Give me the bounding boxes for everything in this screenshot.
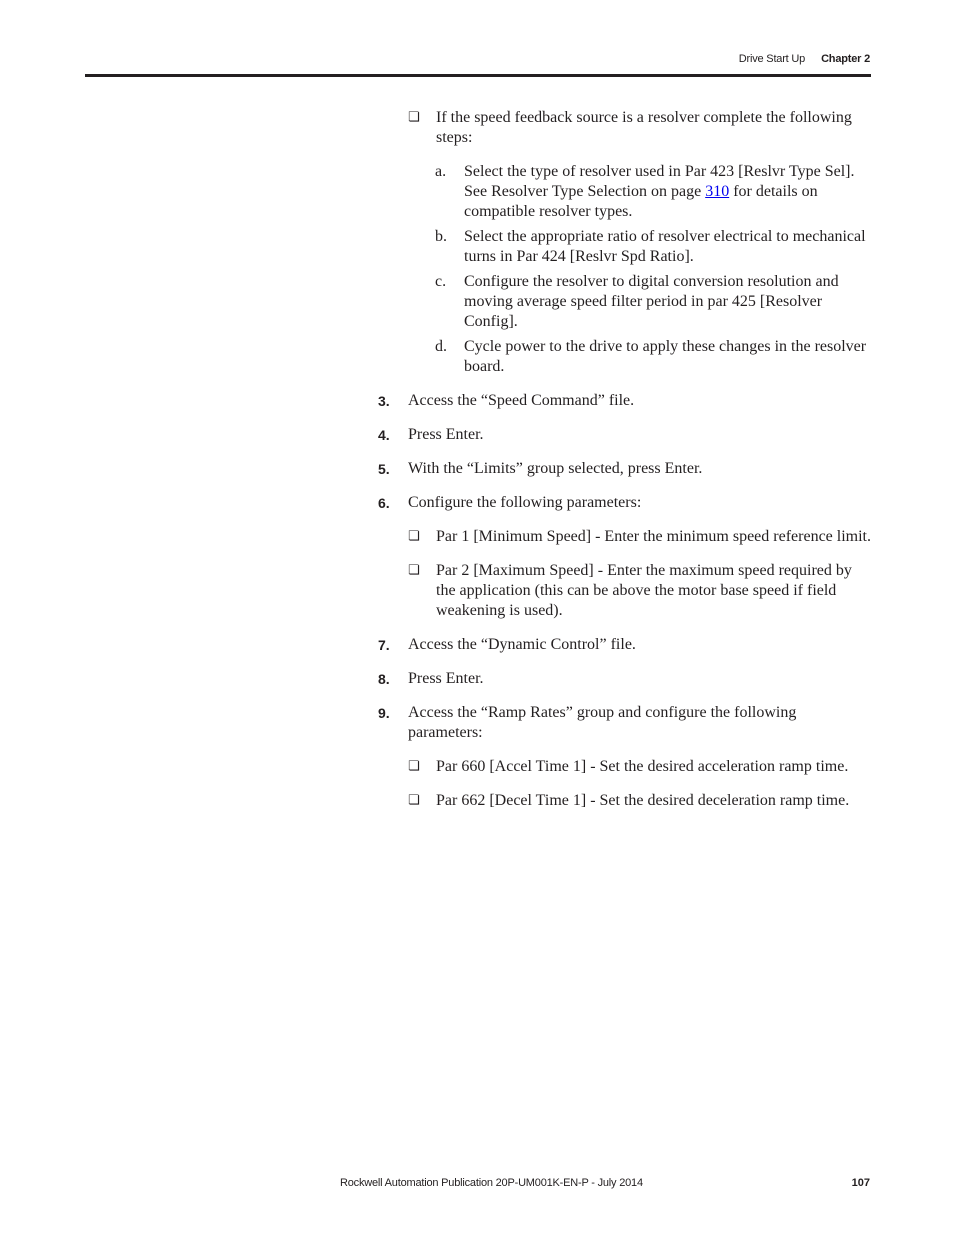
body-content: [378, 108, 874, 811]
step-9-block: [378, 703, 874, 811]
step-number: 6.: [378, 495, 390, 511]
step-text: Access the “Ramp Rates” group and configure the following parameters:: [408, 704, 797, 741]
step-number: 4.: [378, 427, 390, 443]
running-header: [739, 53, 870, 65]
step-text: Configure the following parameters:: [408, 494, 642, 511]
footer-page-number: 107: [851, 1177, 870, 1189]
checklist-text: If the speed feedback source is a resolver complete the following steps:: [436, 109, 852, 146]
checklist-text: Par 660 [Accel Time 1] - Set the desired acceleration ramp time.: [436, 758, 849, 775]
substep-c: [378, 272, 874, 332]
substep-b: [378, 227, 874, 267]
step-number: 9.: [378, 705, 390, 721]
checklist-text: Par 1 [Minimum Speed] - Enter the minimum speed reference limit.: [436, 528, 871, 545]
checkbox-icon: ❏: [408, 759, 420, 774]
substep-text: Configure the resolver to digital conversion resolution and moving average speed filter period in par 425 [Resolver Config].: [464, 273, 839, 330]
step-text: With the “Limits” group selected, press Enter.: [408, 460, 703, 477]
page-link-310[interactable]: 310: [705, 183, 730, 200]
header-rule: [85, 74, 871, 77]
substep-text: Select the appropriate ratio of resolver electrical to mechanical turns in Par 424 [Reslvr Spd Ratio].: [464, 228, 866, 265]
footer-publication: Rockwell Automation Publication 20P-UM001K-EN-P - July 2014: [340, 1177, 643, 1189]
substep-text: for details on compatible resolver types.: [464, 183, 818, 220]
checkbox-icon: ❏: [408, 529, 420, 544]
step-number: 7.: [378, 637, 390, 653]
substep-letter: b.: [435, 228, 447, 245]
step-6: [378, 493, 874, 513]
substep-a: [378, 162, 874, 222]
step-number: 3.: [378, 393, 390, 409]
header-chapter: Chapter 2: [821, 53, 870, 65]
resolver-checklist-item: [378, 108, 874, 148]
step-6-block: [378, 493, 874, 621]
checklist-item: [378, 561, 874, 621]
step-text: Access the “Dynamic Control” file.: [408, 636, 636, 653]
step-text: Press Enter.: [408, 670, 484, 687]
substep-letter: c.: [435, 273, 447, 290]
substep-letter: d.: [435, 338, 447, 355]
step-7: [378, 635, 874, 655]
substep-text: Select the type of resolver used in Par 423 [Reslvr Type Sel]. See Resolver Type Selection on page: [464, 163, 855, 200]
step-5: [378, 459, 874, 479]
substep-d: [378, 337, 874, 377]
resolver-substeps: [378, 162, 874, 377]
step-3: [378, 391, 874, 411]
checkbox-icon: ❏: [408, 563, 420, 578]
checklist-text: Par 662 [Decel Time 1] - Set the desired deceleration ramp time.: [436, 792, 850, 809]
substep-text: Cycle power to the drive to apply these changes in the resolver board.: [464, 338, 867, 375]
checklist-text: Par 2 [Maximum Speed] - Enter the maximum speed required by the application (this can be above the motor base speed if field weakening is used).: [436, 562, 852, 619]
checklist-item: [378, 757, 874, 777]
step-number: 5.: [378, 461, 390, 477]
step-4: [378, 425, 874, 445]
checkbox-icon: ❏: [408, 110, 420, 125]
step-number: 8.: [378, 671, 390, 687]
substep-letter: a.: [435, 163, 447, 180]
step-text: Press Enter.: [408, 426, 484, 443]
checkbox-icon: ❏: [408, 793, 420, 808]
step-8: [378, 669, 874, 689]
checklist-item: [378, 791, 874, 811]
header-section-title: Drive Start Up: [738, 53, 806, 65]
step-9: [378, 703, 874, 743]
step-text: Access the “Speed Command” file.: [408, 392, 635, 409]
checklist-item: [378, 527, 874, 547]
